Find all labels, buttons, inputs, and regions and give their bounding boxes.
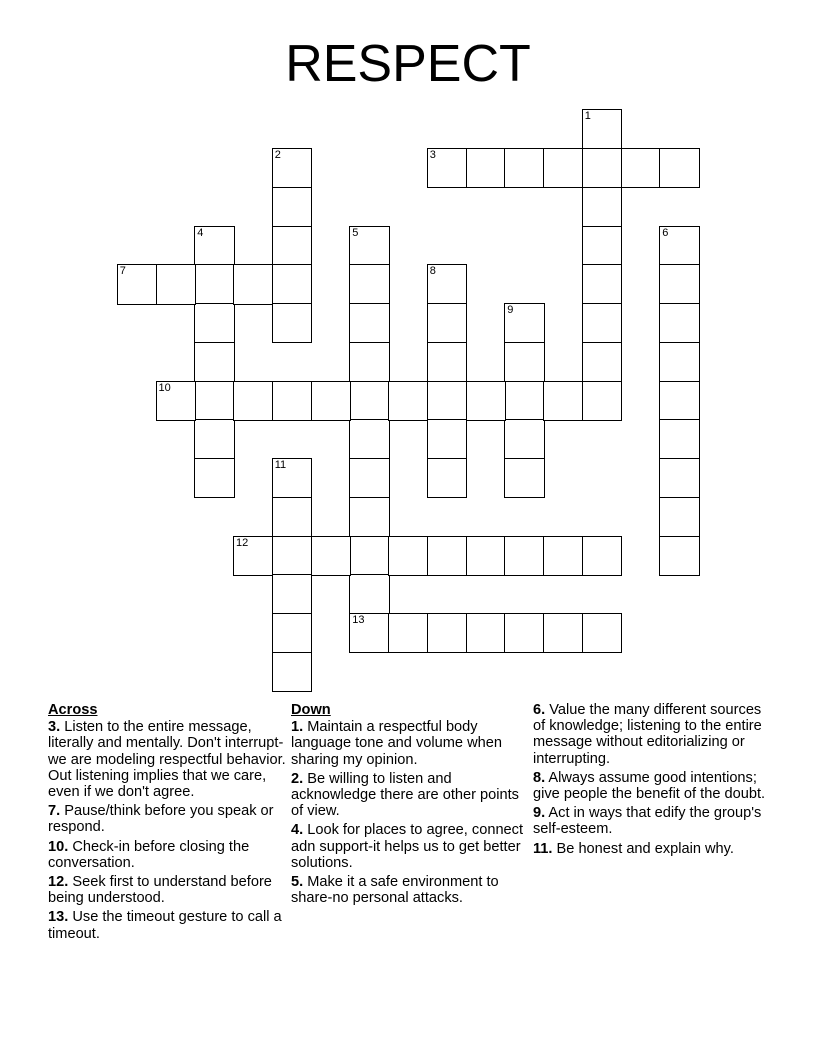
grid-cell[interactable]	[582, 613, 622, 653]
grid-cell[interactable]	[582, 342, 622, 382]
grid-cell[interactable]	[349, 226, 389, 266]
grid-cell[interactable]	[311, 381, 351, 421]
across-clues	[48, 702, 288, 945]
grid-cell[interactable]	[156, 264, 196, 304]
across-heading: Across	[48, 702, 98, 718]
grid-cell[interactable]	[659, 381, 699, 421]
grid-cell[interactable]	[466, 613, 506, 653]
grid-cell[interactable]	[272, 652, 312, 692]
grid-cell[interactable]	[582, 187, 622, 227]
clue-text: Seek first to understand before being understood.	[48, 874, 272, 907]
grid-cell[interactable]	[504, 419, 544, 459]
grid-cell[interactable]	[504, 536, 544, 576]
down-heading: Down	[291, 702, 331, 718]
grid-cell[interactable]	[659, 419, 699, 459]
clue-number: 6.	[533, 702, 546, 718]
clue-across-12	[48, 874, 288, 906]
grid-cell[interactable]	[427, 342, 467, 382]
clue-across-10	[48, 839, 288, 871]
cell-number: 13	[352, 614, 365, 626]
cell-number: 3	[429, 149, 436, 161]
grid-cell[interactable]	[659, 497, 699, 537]
grid-cell[interactable]	[272, 458, 312, 498]
clue-number: 9.	[533, 805, 546, 822]
grid-cell[interactable]	[349, 613, 389, 653]
down-clues-2	[533, 702, 773, 860]
grid-cell[interactable]	[466, 148, 506, 188]
grid-cell[interactable]	[582, 303, 622, 343]
cell-number: 12	[236, 536, 249, 549]
grid-cell[interactable]	[582, 381, 622, 421]
grid-cell[interactable]	[349, 574, 389, 614]
grid-cell[interactable]	[272, 148, 312, 188]
grid-cell[interactable]	[466, 381, 506, 421]
grid-cell[interactable]	[504, 303, 544, 343]
clue-text: Maintain a respectful body language tone and volume when sharing my opinion.	[291, 719, 502, 768]
cell-number: 5	[352, 226, 359, 239]
clue-down-11	[533, 841, 773, 857]
grid-cell[interactable]	[349, 264, 389, 304]
clue-text: Act in ways that edify the group's self-esteem.	[533, 805, 762, 838]
clue-down-9	[533, 805, 773, 837]
grid-cell[interactable]	[349, 458, 389, 498]
grid-cell[interactable]	[427, 303, 467, 343]
clue-number: 11.	[533, 840, 553, 857]
clue-across-13	[48, 909, 288, 941]
grid-cell[interactable]	[349, 342, 389, 382]
grid-cell[interactable]	[543, 536, 583, 576]
clue-number: 3.	[48, 719, 61, 736]
grid-cell[interactable]	[659, 148, 699, 188]
grid-cell[interactable]	[582, 226, 622, 266]
grid-cell[interactable]	[543, 381, 583, 421]
clue-down-8	[533, 770, 773, 802]
clue-text: Make it a safe environment to share-no personal attacks.	[291, 874, 499, 907]
clue-text: Listen to the entire message, literally and mentally. Don't interrupt-we are modeling respectful behavior. Out listening implies that we care, even if we don't agree.	[48, 719, 286, 801]
grid-cell[interactable]	[466, 536, 506, 576]
grid-cell[interactable]	[272, 264, 312, 304]
grid-cell[interactable]	[272, 303, 312, 343]
grid-cell[interactable]	[117, 264, 157, 304]
grid-cell[interactable]	[659, 264, 699, 304]
grid-cell[interactable]	[272, 497, 312, 537]
clue-down-4	[291, 822, 531, 871]
clue-text: Always assume good intentions; give people the benefit of the doubt.	[533, 769, 766, 803]
grid-cell[interactable]	[194, 303, 234, 343]
grid-cell[interactable]	[194, 264, 234, 304]
grid-cell[interactable]	[659, 458, 699, 498]
clue-text: Check-in before closing the conversation.	[48, 838, 250, 871]
grid-cell[interactable]	[311, 536, 351, 576]
clue-number: 2.	[291, 770, 304, 787]
grid-cell[interactable]	[272, 187, 312, 227]
grid-cell[interactable]	[504, 148, 544, 188]
clue-text: Be honest and explain why.	[552, 840, 734, 857]
grid-cell[interactable]	[621, 148, 661, 188]
grid-cell[interactable]	[427, 148, 467, 188]
clue-down-5	[291, 874, 531, 906]
grid-cell[interactable]	[272, 574, 312, 614]
cell-number: 10	[158, 381, 171, 394]
grid-cell[interactable]	[427, 458, 467, 498]
grid-cell[interactable]	[388, 381, 428, 421]
grid-cell[interactable]	[194, 419, 234, 459]
grid-cell[interactable]	[388, 536, 428, 576]
clue-text: Value the many different sources of knowledge; listening to the entire message without editorializing or interrupting.	[533, 702, 762, 767]
grid-cell[interactable]	[272, 613, 312, 653]
cell-number: 2	[274, 149, 281, 161]
clue-across-7	[48, 803, 288, 835]
grid-cell[interactable]	[504, 381, 544, 421]
cell-number: 11	[274, 459, 287, 471]
clue-number: 1.	[291, 719, 304, 736]
grid-cell[interactable]	[659, 303, 699, 343]
grid-cell[interactable]	[349, 419, 389, 459]
clue-number: 10.	[48, 838, 69, 855]
clue-text: Look for places to agree, connect adn support-it helps us to get better solutions.	[291, 822, 524, 871]
grid-cell[interactable]	[504, 613, 544, 653]
cell-number: 1	[584, 110, 591, 123]
grid-cell[interactable]	[659, 342, 699, 382]
clue-number: 7.	[48, 803, 61, 820]
clue-number: 8.	[533, 769, 546, 786]
puzzle-title: RESPECT	[285, 35, 531, 93]
grid-cell[interactable]	[349, 497, 389, 537]
grid-cell[interactable]	[349, 536, 389, 576]
cell-number: 9	[507, 304, 514, 316]
clue-number: 5.	[291, 874, 304, 891]
cell-number: 7	[119, 265, 126, 278]
grid-cell[interactable]	[427, 613, 467, 653]
clue-text: Pause/think before you speak or respond.	[48, 803, 274, 836]
grid-cell[interactable]	[582, 264, 622, 304]
grid-cell[interactable]	[388, 613, 428, 653]
grid-cell[interactable]	[156, 381, 196, 421]
grid-cell[interactable]	[427, 381, 467, 421]
grid-cell[interactable]	[543, 613, 583, 653]
grid-cell[interactable]	[582, 109, 622, 149]
clue-text: Be willing to listen and acknowledge there are other points of view.	[291, 770, 519, 820]
grid-cell[interactable]	[543, 148, 583, 188]
clue-number: 4.	[291, 822, 304, 839]
grid-cell[interactable]	[349, 381, 389, 421]
grid-cell[interactable]	[272, 226, 312, 266]
grid-cell[interactable]	[272, 381, 312, 421]
clue-down-2	[291, 771, 531, 820]
grid-cell[interactable]	[349, 303, 389, 343]
grid-cell[interactable]	[194, 342, 234, 382]
grid-cell[interactable]	[272, 536, 312, 576]
clue-across-3	[48, 719, 288, 800]
down-clues-1	[291, 702, 531, 909]
grid-cell[interactable]	[194, 226, 234, 266]
clue-down-6	[533, 702, 773, 767]
grid-cell[interactable]	[582, 148, 622, 188]
cell-number: 8	[429, 265, 436, 278]
clue-text: Use the timeout gesture to call a timeout.	[48, 909, 282, 942]
clue-number: 13.	[48, 909, 69, 926]
clue-number: 12.	[48, 874, 69, 891]
cell-number: 4	[197, 226, 204, 239]
grid-cell[interactable]	[504, 342, 544, 382]
grid-cell[interactable]	[659, 536, 699, 576]
grid-cell[interactable]	[194, 458, 234, 498]
cell-number: 6	[662, 226, 669, 239]
grid-cell[interactable]	[659, 226, 699, 266]
grid-cell[interactable]	[233, 264, 273, 304]
grid-cell[interactable]	[427, 264, 467, 304]
grid-cell[interactable]	[504, 458, 544, 498]
grid-cell[interactable]	[582, 536, 622, 576]
grid-cell[interactable]	[427, 536, 467, 576]
grid-cell[interactable]	[233, 536, 273, 576]
grid-cell[interactable]	[194, 381, 234, 421]
grid-cell[interactable]	[427, 419, 467, 459]
grid-cell[interactable]	[233, 381, 273, 421]
clue-down-1	[291, 719, 531, 768]
